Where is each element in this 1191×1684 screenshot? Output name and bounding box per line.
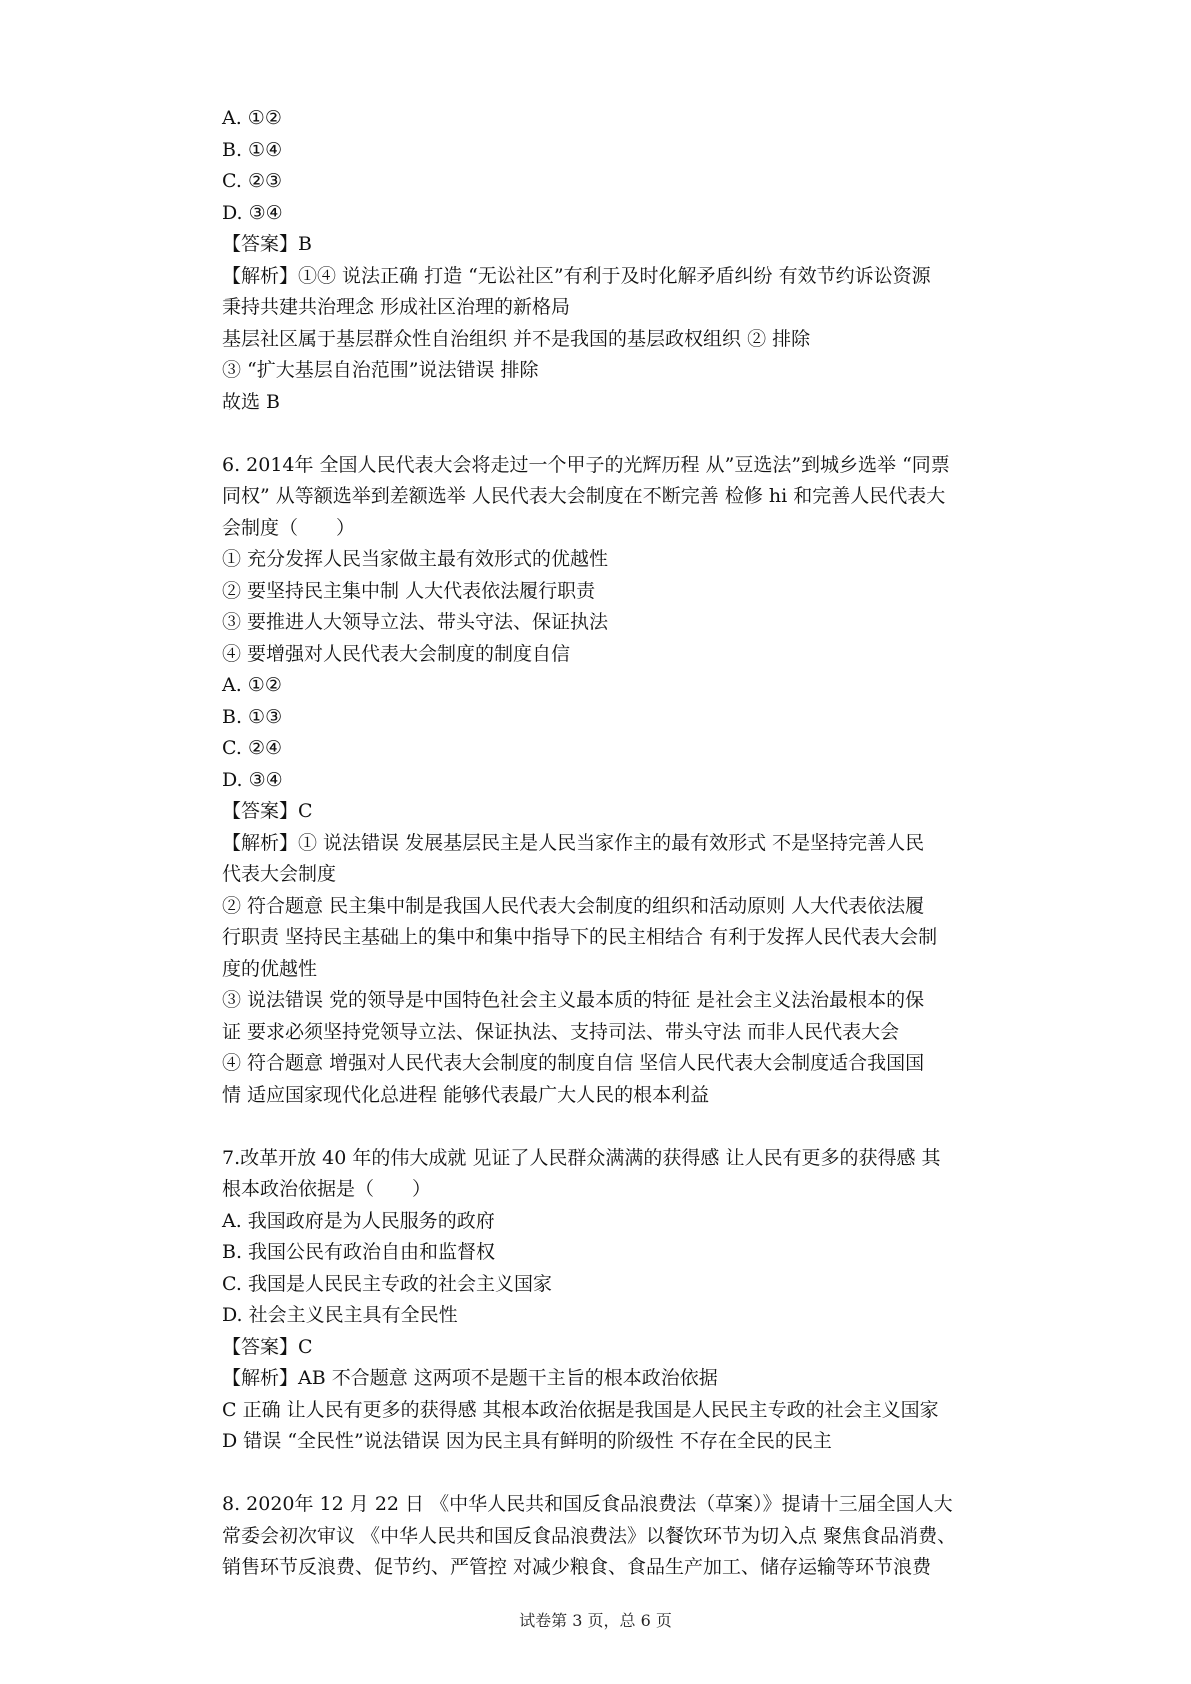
text-line: 同权” 从等额选举到差额选举 人民代表大会制度在不断完善 检修 hi 和完善人民代表大	[222, 485, 946, 507]
text-line: 代表大会制度	[222, 863, 337, 885]
text-line: ② 符合题意 民主集中制是我国人民代表大会制度的组织和活动原则 人大代表依法履	[222, 894, 925, 917]
text-line: 行职责 坚持民主基础上的集中和集中指导下的民主相结合 有利于发挥人民代表大会制	[222, 926, 938, 948]
text-line: B. ①③	[222, 705, 283, 728]
paragraph-gap	[222, 1458, 1022, 1490]
text-line: ④ 要增强对人民代表大会制度的制度自信	[222, 642, 571, 665]
text-line: 6. 2014年 全国人民代表大会将走过一个甲子的光辉历程 从”豆选法”到城乡选举 “同票	[222, 453, 950, 476]
text-line: 常委会初次审议 《中华人民共和国反食品浪费法》以餐饮环节为切入点 聚焦食品消费、	[222, 1524, 957, 1547]
page-footer: 试卷第 3 页，总 6 页	[519, 1611, 672, 1630]
text-line: ② 要坚持民主集中制 人大代表依法履行职责	[222, 579, 596, 602]
text-line: 【答案】C	[222, 1335, 313, 1358]
text-line: C 正确 让人民有更多的获得感 其根本政治依据是我国是人民民主专政的社会主义国家	[222, 1398, 939, 1421]
text-line: A. 我国政府是为人民服务的政府	[222, 1209, 495, 1232]
text-line: ③ 要推进人大领导立法、带头守法、保证执法	[222, 611, 609, 633]
text-line: C. 我国是人民民主专政的社会主义国家	[222, 1272, 552, 1295]
text-line: 8. 2020年 12 月 22 日 《中华人民共和国反食品浪费法（草案）》提请十三届全国人大	[222, 1493, 953, 1515]
text-line: 会制度（ ）	[222, 516, 356, 539]
text-line: ① 充分发挥人民当家做主最有效形式的优越性	[222, 548, 609, 570]
text-line: D. ③④	[222, 201, 283, 224]
text-line: 7.改革开放 40 年的伟大成就 见证了人民群众满满的获得感 让人民有更多的获得感 其	[222, 1146, 941, 1169]
text-line: 【答案】C	[222, 800, 313, 822]
text-line: D. ③④	[222, 768, 283, 791]
text-line: B. 我国公民有政治自由和监督权	[222, 1241, 496, 1263]
text-line: 【答案】B	[222, 233, 312, 255]
text-line: ③ 说法错误 党的领导是中国特色社会主义最本质的特征 是社会主义法治最根本的保	[222, 989, 925, 1011]
paragraph-gap	[222, 1111, 1022, 1143]
text-line: 证 要求必须坚持党领导立法、保证执法、支持司法、带头守法 而非人民代表大会	[222, 1020, 900, 1043]
text-line: 度的优越性	[222, 957, 318, 980]
text-line: 销售环节反浪费、促节约、严管控 对减少粮食、食品生产加工、储存运输等环节浪费	[222, 1556, 932, 1578]
text-line: C. ②④	[222, 737, 283, 759]
text-line: 根本政治依据是（ ）	[222, 1178, 432, 1200]
text-line: 【解析】①④ 说法正确 打造 “无讼社区”有利于及时化解矛盾纠纷 有效节约诉讼资源	[222, 264, 931, 287]
paragraph-gap	[222, 418, 1022, 450]
document-body	[222, 103, 1022, 1584]
text-line: ④ 符合题意 增强对人民代表大会制度的制度自信 坚信人民代表大会制度适合我国国	[222, 1052, 925, 1074]
text-line: B. ①④	[222, 138, 283, 161]
text-line: ③ “扩大基层自治范围”说法错误 排除	[222, 359, 539, 381]
text-line: 秉持共建共治理念 形成社区治理的新格局	[222, 296, 571, 318]
text-line: 【解析】① 说法错误 发展基层民主是人民当家作主的最有效形式 不是坚持完善人民	[222, 831, 925, 854]
text-line: A. ①②	[222, 674, 282, 696]
text-line: 基层社区属于基层群众性自治组织 并不是我国的基层政权组织 ② 排除	[222, 327, 811, 350]
text-line: D. 社会主义民主具有全民性	[222, 1304, 458, 1326]
text-line: C. ②③	[222, 170, 283, 192]
text-line: A. ①②	[222, 107, 282, 129]
text-line: 故选 B	[222, 390, 281, 413]
text-line: D 错误 “全民性”说法错误 因为民主具有鲜明的阶级性 不存在全民的民主	[222, 1430, 832, 1452]
text-line: 情 适应国家现代化总进程 能够代表最广大人民的根本利益	[222, 1083, 710, 1106]
text-line: 【解析】AB 不合题意 这两项不是题干主旨的根本政治依据	[222, 1367, 718, 1389]
